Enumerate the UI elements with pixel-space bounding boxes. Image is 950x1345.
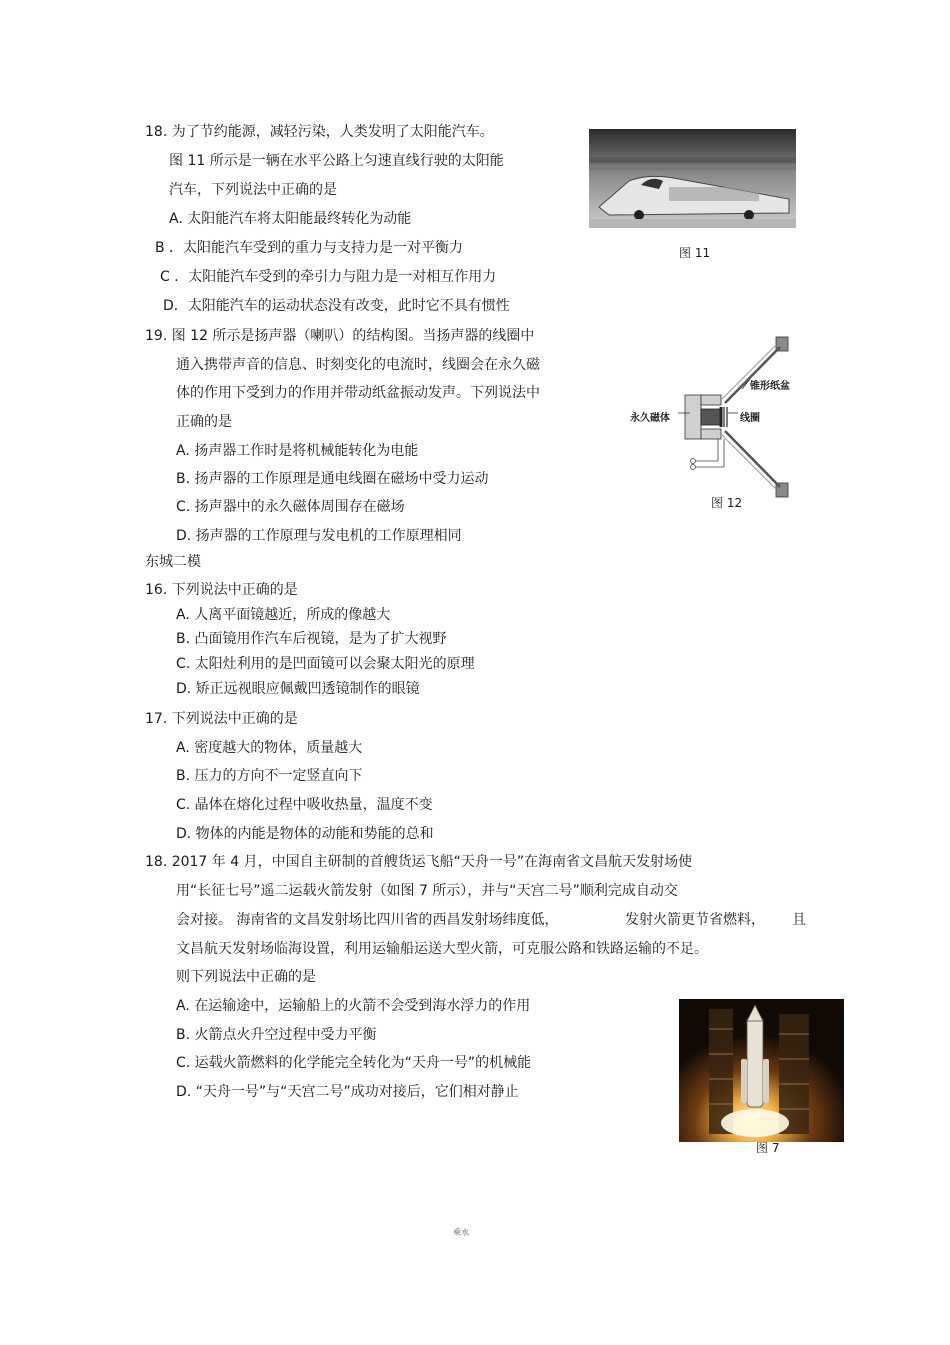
q18b-stem-line4: 文昌航天发射场临海设置，利用运输船运送大型火箭，可克服公路和铁路运输的不足。 <box>176 941 708 957</box>
q16-option-b: B. 凸面镜用作汽车后视镜，是为了扩大视野 <box>176 631 447 647</box>
q18a-option-a: A. 太阳能汽车将太阳能最终转化为动能 <box>169 211 412 227</box>
q18b-stem-line3-b: 发射火箭更节省燃料， <box>625 912 765 928</box>
q18b-option-d: D. “天舟一号”与“天宫二号”成功对接后，它们相对静止 <box>176 1084 519 1100</box>
section-title: 东城二模 <box>145 554 201 570</box>
q19-option-b: B. 扬声器的工作原理是通电线圈在磁场中受力运动 <box>176 471 489 487</box>
q16-option-a: A. 人离平面镜越近，所成的像越大 <box>176 607 391 623</box>
q19-stem-line3: 体的作用下受到力的作用并带动纸盆振动发声。下列说法中 <box>176 385 540 401</box>
q18a-stem-line2: 图 11 所示是一辆在水平公路上匀速直线行驶的太阳能 <box>169 153 504 169</box>
q18a-option-c: C ．太阳能汽车受到的牵引力与阻力是一对相互作用力 <box>160 269 497 285</box>
q17-option-d: D. 物体的内能是物体的动能和势能的总和 <box>176 826 434 842</box>
page-footer: 乘水 <box>453 1228 469 1237</box>
q19-option-c: C. 扬声器中的永久磁体周围存在磁场 <box>176 499 405 515</box>
q19-stem-line1: 19. 图 12 所示是扬声器（喇叭）的结构图。当扬声器的线圈中 <box>145 328 535 344</box>
q18b-stem-line5: 则下列说法中正确的是 <box>176 969 316 985</box>
q18b-option-b: B. 火箭点火升空过程中受力平衡 <box>176 1027 377 1043</box>
q19-option-d: D. 扬声器的工作原理与发电机的工作原理相同 <box>176 528 462 544</box>
q18a-stem-line1: 18. 为了节约能源，减轻污染，人类发明了太阳能汽车。 <box>145 124 494 140</box>
q18b-stem-line3-a: 会对接。 海南省的文昌发射场比四川省的西昌发射场纬度低， <box>176 912 559 928</box>
q18b-stem-line1: 18. 2017 年 4 月，中国自主研制的首艘货运飞船“天舟一号”在海南省文昌航天发射场使 <box>145 854 693 870</box>
q17-stem: 17. 下列说法中正确的是 <box>145 711 298 727</box>
q18a-option-d: D．太阳能汽车的运动状态没有改变，此时它不具有惯性 <box>163 298 510 314</box>
q16-option-c: C. 太阳灶利用的是凹面镜可以会聚太阳光的原理 <box>176 656 475 672</box>
solar-car-photo <box>589 129 796 228</box>
q18b-stem-line2: 用“长征七号”遥二运载火箭发射（如图 7 所示），并与“天宫二号”顺利完成自动交 <box>176 883 678 899</box>
q16-option-d: D. 矫正远视眼应佩戴凹透镜制作的眼镜 <box>176 681 420 697</box>
label-magnet: 永久磁体 <box>630 413 670 424</box>
rocket-launch-photo <box>679 999 844 1142</box>
q19-stem-line2: 通入携带声音的信息、时刻变化的电流时，线圈会在永久磁 <box>176 357 540 373</box>
figure-7-caption: 图 7 <box>756 1141 780 1155</box>
q18b-option-c: C. 运载火箭燃料的化学能完全转化为“天舟一号”的机械能 <box>176 1055 532 1071</box>
q19-option-a: A. 扬声器工作时是将机械能转化为电能 <box>176 443 419 459</box>
q19-stem-line4: 正确的是 <box>176 414 232 430</box>
q18a-stem-line3: 汽车，下列说法中正确的是 <box>169 182 337 198</box>
q18b-option-a: A. 在运输途中，运输船上的火箭不会受到海水浮力的作用 <box>176 998 531 1014</box>
figure-12-caption: 图 12 <box>711 496 743 510</box>
q18b-stem-line3-c: 且 <box>792 912 806 928</box>
q17-option-a: A. 密度越大的物体，质量越大 <box>176 740 363 756</box>
q17-option-b: B. 压力的方向不一定竖直向下 <box>176 768 363 784</box>
label-coil: 线圈 <box>740 413 760 424</box>
figure-11-caption: 图 11 <box>679 246 711 260</box>
q17-option-c: C. 晶体在熔化过程中吸收热量，温度不变 <box>176 797 433 813</box>
label-cone: 锥形纸盆 <box>750 381 790 392</box>
q16-stem: 16. 下列说法中正确的是 <box>145 582 298 598</box>
q18a-option-b: B ．太阳能汽车受到的重力与支持力是一对平衡力 <box>155 240 464 256</box>
